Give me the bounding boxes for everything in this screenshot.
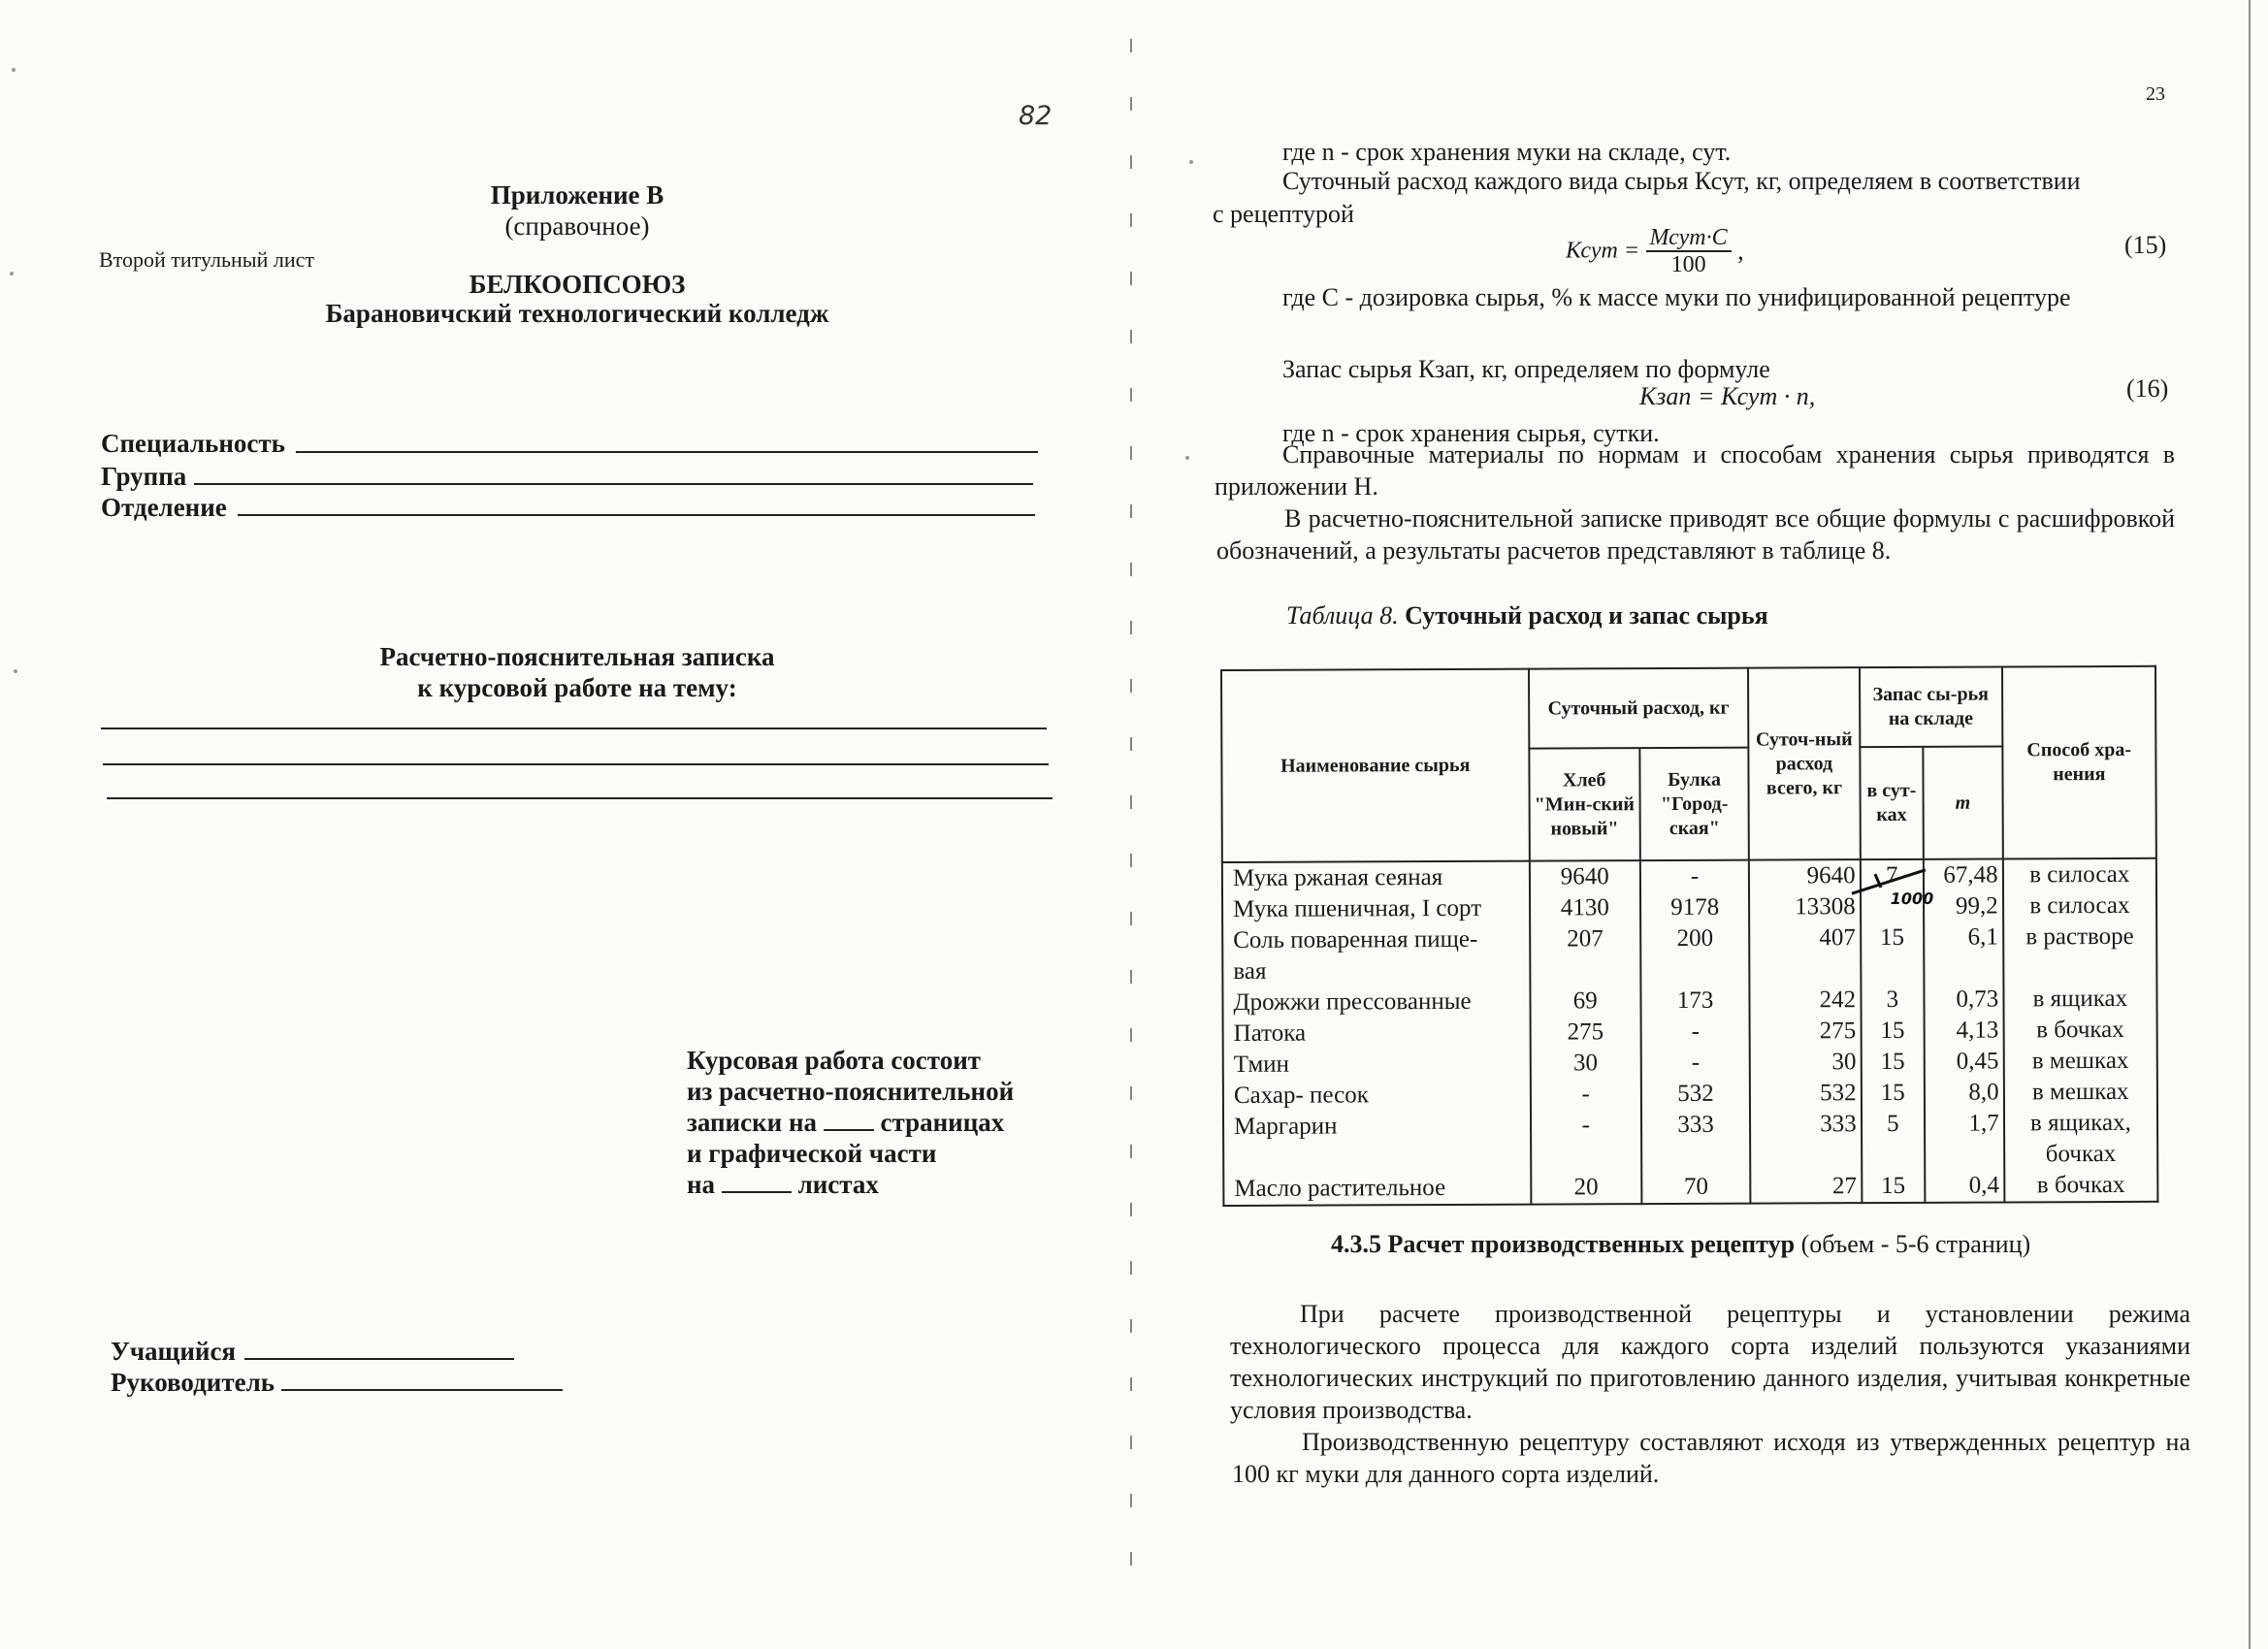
table-cell: 7 bbox=[1885, 861, 1898, 889]
table-cell: 9178 bbox=[1670, 893, 1720, 921]
table-cell: 69 bbox=[1572, 987, 1598, 1015]
table-cell: в бочках bbox=[2036, 1171, 2125, 1199]
table-cell: 3 bbox=[1886, 986, 1899, 1014]
table-cell: Масло растительное bbox=[1234, 1174, 1446, 1202]
table-cell: 0,73 bbox=[1956, 986, 1999, 1013]
table-cell: 67,48 bbox=[1943, 861, 1998, 889]
table-cell bbox=[1645, 954, 1744, 986]
table-cell: Сахар- песок bbox=[1233, 1082, 1369, 1109]
table-cell: 15 bbox=[1879, 923, 1905, 952]
column-days bbox=[1861, 859, 1934, 1203]
table-cell: бочках bbox=[2045, 1140, 2117, 1168]
table-cell: 333 bbox=[1677, 1111, 1714, 1138]
table-cell: - bbox=[1581, 1081, 1590, 1108]
field-specialty-label: Специальность bbox=[101, 429, 285, 458]
table-cell: 70 bbox=[1683, 1173, 1708, 1200]
field-supervisor-label: Руководитель bbox=[111, 1368, 275, 1397]
sheets-text-after: листах bbox=[797, 1170, 879, 1199]
table-cell: в мешках bbox=[2031, 1047, 2129, 1075]
table-cell: вая bbox=[1233, 957, 1267, 985]
section-heading bbox=[1331, 1230, 2030, 1259]
table-cell: Маргарин bbox=[1233, 1113, 1338, 1140]
table-cell: 275 bbox=[1567, 1018, 1604, 1046]
table-cell: 0,4 bbox=[1968, 1172, 2000, 1199]
text-para-9: Производственную рецептуру составляют исходя из утвержденных рецептур на 100 кг муки для данного сорта изделий. bbox=[1232, 1428, 2190, 1488]
header-total: Суточ-ный расход всего, кг bbox=[1748, 667, 1860, 859]
text-para-2b: с рецептурой bbox=[1213, 200, 1354, 228]
note-title-line-1: Расчетно-пояснительная записка bbox=[379, 642, 775, 671]
header-bun: Булка "Город-ская" bbox=[1639, 748, 1749, 860]
column-storage bbox=[2003, 858, 2158, 1203]
handwritten-note: 1000 bbox=[1890, 889, 1934, 908]
table-cell: в мешках bbox=[2031, 1078, 2129, 1106]
handwritten-page-number: 82 bbox=[1019, 101, 1053, 131]
table-cell: 15 bbox=[1880, 1079, 1905, 1107]
table-cell: Соль поваренная пище- bbox=[1233, 925, 1478, 954]
college-name: Барановичский технологический колледж bbox=[325, 299, 829, 328]
text-line-3: где С - дозировка сырья, % к массе муки по унифицированной рецептуре bbox=[1282, 283, 2071, 311]
department-blank bbox=[238, 514, 1035, 516]
work-composition-line-2: из расчетно-пояснительной bbox=[687, 1077, 1015, 1106]
sheets-text-before: на bbox=[687, 1170, 716, 1199]
table-cell bbox=[1866, 1140, 1920, 1171]
formula-16: Кзап = Ксут · n, bbox=[1639, 382, 1816, 410]
table-cell: 200 bbox=[1676, 924, 1714, 952]
column-bread bbox=[1529, 860, 1641, 1204]
table-cell: - bbox=[1691, 1018, 1700, 1045]
table-cell: 20 bbox=[1573, 1174, 1599, 1201]
table-cell: 4130 bbox=[1560, 894, 1609, 922]
table-caption-label: Таблица 8. bbox=[1286, 601, 1399, 630]
work-composition-line-4: и графической части bbox=[687, 1139, 937, 1168]
topic-blank-3 bbox=[107, 797, 1053, 799]
table-cell: 0,45 bbox=[1956, 1048, 1999, 1075]
table-cell: 275 bbox=[1819, 1018, 1857, 1045]
table-cell: 6,1 bbox=[1967, 923, 1998, 951]
work-composition-line-1: Курсовая работа состоит bbox=[687, 1046, 982, 1075]
page-fold bbox=[1130, 39, 1132, 1610]
table-cell bbox=[1755, 954, 1857, 985]
table-cell: 13308 bbox=[1795, 893, 1856, 921]
column-bun bbox=[1640, 860, 1751, 1204]
formula-15-number: (15) bbox=[2124, 231, 2167, 259]
table-cell: Тмин bbox=[1233, 1051, 1290, 1078]
table-cell: в ящиках bbox=[2032, 985, 2128, 1013]
field-department-label: Отделение bbox=[101, 493, 227, 522]
table-cell: в растворе bbox=[2025, 922, 2134, 951]
table-cell: - bbox=[1690, 862, 1700, 889]
topic-blank-1 bbox=[101, 728, 1047, 729]
table-cell: 99,2 bbox=[1955, 892, 1998, 920]
table-cell bbox=[1928, 954, 1998, 985]
appendix-subtitle: (справочное) bbox=[504, 211, 650, 241]
table-cell: 242 bbox=[1819, 986, 1857, 1014]
table-cell: Мука пшеничная, I сорт bbox=[1233, 894, 1482, 922]
table-cell: 9640 bbox=[1560, 863, 1609, 890]
sheet-label: Второй титульный лист bbox=[99, 247, 314, 272]
table-cell: 407 bbox=[1819, 924, 1856, 952]
table-cell: в силосах bbox=[2029, 860, 2130, 889]
table-cell: Патока bbox=[1233, 1019, 1307, 1047]
table-cell: 5 bbox=[1887, 1110, 1899, 1138]
raw-material-table bbox=[1220, 665, 2158, 1207]
table-cell: в ящиках, bbox=[2029, 1109, 2131, 1137]
field-group-label: Группа bbox=[101, 462, 187, 491]
table-cell: Мука ржаная сеяная bbox=[1232, 864, 1443, 891]
table-caption-text: Суточный расход и запас сырья bbox=[1405, 601, 1768, 630]
table-cell bbox=[1234, 1142, 1526, 1174]
header-bread: Хлеб "Мин-ский новый" bbox=[1529, 748, 1640, 860]
table-cell: - bbox=[1581, 1112, 1591, 1139]
text-para-2a: Суточный расход каждого вида сырья Ксут, кг, определяем в соответствии bbox=[1282, 167, 2081, 195]
group-blank bbox=[194, 483, 1033, 485]
work-composition-line-5 bbox=[687, 1170, 879, 1200]
scan-speck bbox=[1189, 160, 1193, 164]
section-title: 4.3.5 Расчет производственных рецептур bbox=[1331, 1230, 1796, 1258]
table-cell: в силосах bbox=[2029, 891, 2130, 920]
appendix-title: Приложение В bbox=[490, 180, 664, 210]
work-composition-line-3 bbox=[687, 1108, 1004, 1138]
formula-16-number: (16) bbox=[2126, 374, 2169, 403]
scan-speck bbox=[10, 272, 14, 275]
formula-15-denominator: 100 bbox=[1670, 252, 1706, 277]
table-cell: 532 bbox=[1677, 1080, 1714, 1107]
table-cell: 15 bbox=[1881, 1172, 1906, 1200]
table-cell: - bbox=[1691, 1049, 1701, 1076]
table-cell bbox=[1536, 1141, 1637, 1172]
pages-text-before: записки на bbox=[687, 1108, 818, 1137]
table-cell bbox=[1865, 954, 1919, 985]
table-cell: Дрожжи прессованные bbox=[1233, 987, 1472, 1016]
table-cell bbox=[1646, 1141, 1745, 1172]
text-line-5: где n - срок хранения сырья, сутки. bbox=[1282, 419, 1660, 447]
table-cell: 532 bbox=[1819, 1080, 1857, 1107]
table-cell: 333 bbox=[1820, 1111, 1857, 1138]
table-cell: в бочках bbox=[2036, 1016, 2124, 1044]
header-mass: т bbox=[1923, 746, 2002, 858]
text-line-4: Запас сырья Кзап, кг, определяем по формуле bbox=[1282, 355, 1770, 383]
header-days: в сут-ках bbox=[1860, 747, 1924, 859]
scan-speck bbox=[14, 669, 17, 673]
scan-speck bbox=[1185, 456, 1189, 460]
pages-count-blank bbox=[824, 1129, 874, 1131]
column-mass bbox=[1924, 858, 2004, 1202]
note-title-line-2: к курсовой работе на тему: bbox=[417, 673, 737, 702]
section-volume-note: (объем - 5-6 страниц) bbox=[1800, 1230, 2031, 1258]
table-cell: 207 bbox=[1567, 925, 1604, 953]
topic-blank-2 bbox=[103, 763, 1049, 765]
header-stock: Запас сы-рья на складе bbox=[1860, 666, 2002, 747]
formula-15-lhs: Ксут = bbox=[1566, 238, 1640, 264]
table-cell: 15 bbox=[1880, 1048, 1905, 1076]
text-line-1: где n - срок хранения муки на складе, сут. bbox=[1282, 138, 1732, 166]
header-daily-consumption: Суточный расход, кг bbox=[1529, 668, 1749, 749]
page-edge bbox=[2249, 0, 2251, 1649]
organization-name: БЕЛКООПСОЮЗ bbox=[469, 270, 686, 299]
sheets-count-blank bbox=[722, 1191, 792, 1193]
header-name: Наименование сырья bbox=[1221, 669, 1529, 862]
scan-speck bbox=[12, 68, 16, 72]
table-cell: 27 bbox=[1831, 1173, 1858, 1200]
table-caption bbox=[1286, 601, 1768, 630]
column-names bbox=[1222, 861, 1531, 1206]
table-cell: 1,7 bbox=[1968, 1110, 1999, 1137]
student-blank bbox=[244, 1358, 514, 1360]
table-cell bbox=[1929, 1140, 1999, 1171]
table-cell: 30 bbox=[1572, 1050, 1599, 1077]
column-total bbox=[1749, 859, 1862, 1203]
table-cell: 30 bbox=[1831, 1049, 1857, 1076]
pages-text-after: страницах bbox=[880, 1108, 1005, 1137]
text-para-8: При расчете производственной рецептуры и установлении режима технологического процесса для каждого сорта изделий пользуются указаниями технологических инструкций по приготовлению данного изделия, учитывая конкретные условия производства. bbox=[1230, 1300, 2190, 1424]
formula-15-fraction bbox=[1646, 225, 1732, 277]
formula-15 bbox=[1566, 225, 1744, 277]
formula-15-tail: , bbox=[1737, 237, 1744, 265]
table-cell bbox=[1535, 954, 1636, 986]
supervisor-blank bbox=[281, 1389, 563, 1391]
page-number: 23 bbox=[2146, 83, 2165, 105]
field-student-label: Учащийся bbox=[111, 1337, 237, 1366]
table-cell: 15 bbox=[1880, 1017, 1905, 1045]
table-cell: 4,13 bbox=[1956, 1017, 1999, 1044]
table-cell: 8,0 bbox=[1968, 1079, 1999, 1106]
table-cell bbox=[2008, 953, 2152, 985]
formula-15-numerator: Мсут·С bbox=[1646, 225, 1732, 252]
text-para-7: В расчетно-пояснительной записке приводят все общие формулы с расшифровкой обозначений, а результаты расчетов представляют в таблице 8. bbox=[1216, 504, 2175, 565]
text-para-6: Справочные материалы по нормам и способам хранения сырья приводятся в приложении Н. bbox=[1215, 440, 2175, 501]
table-cell: 9640 bbox=[1806, 862, 1856, 889]
table-body-row bbox=[1222, 858, 2158, 1206]
table-cell: 173 bbox=[1676, 986, 1714, 1014]
header-storage-method: Способ хра-нения bbox=[2002, 666, 2156, 859]
specialty-blank bbox=[296, 451, 1038, 453]
table-cell bbox=[1755, 1140, 1857, 1171]
